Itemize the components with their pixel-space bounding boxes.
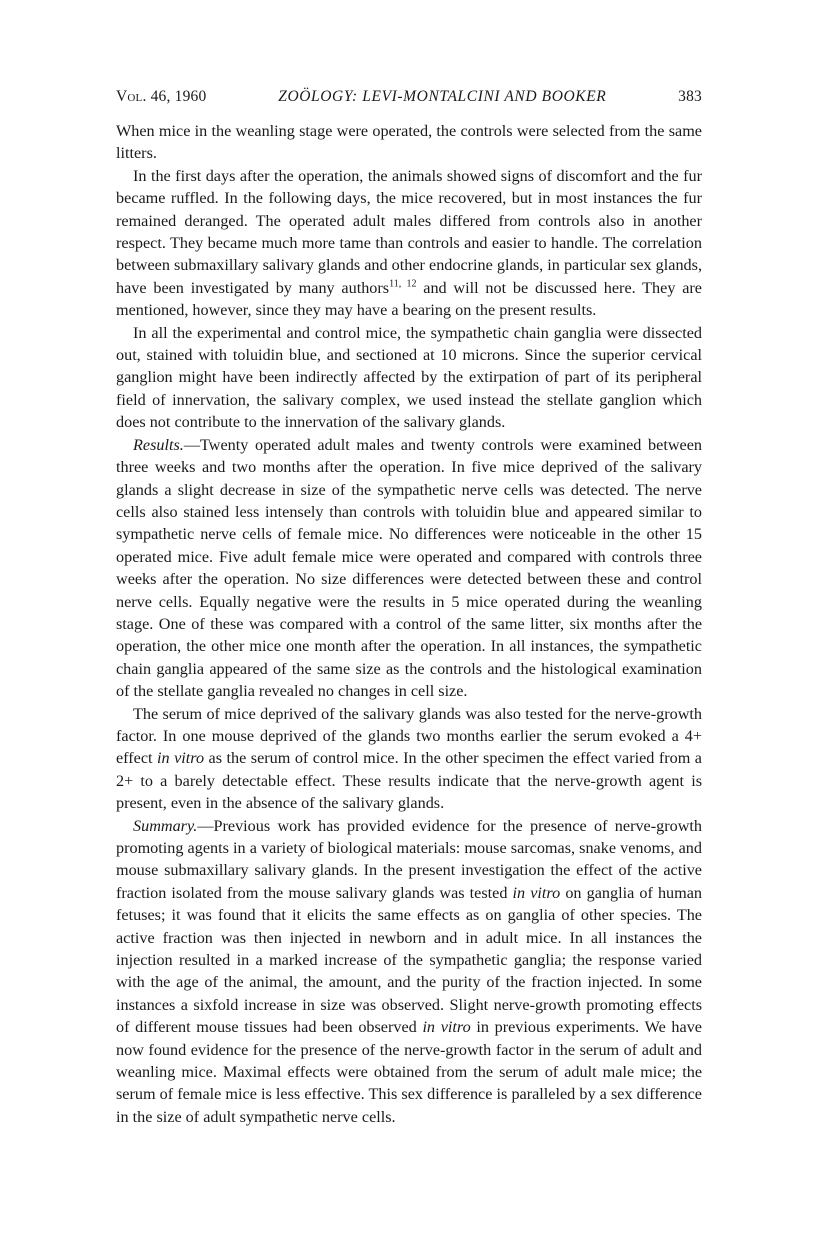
paragraph <box>116 815 702 1129</box>
paragraph-text: The serum of mice deprived of the salivary glands was also tested for the nerve-growth factor. In one mouse deprived of the glands two months earlier the serum evoked a 4+ effect <box>116 704 702 768</box>
italic-term: in vitro <box>157 749 205 768</box>
paragraph-text: When mice in the weanling stage were operated, the controls were selected from the same litters. <box>116 122 702 163</box>
section-run-in-heading: Summary. <box>133 816 198 835</box>
volume-label: Vol. 46, 1960 <box>116 88 207 105</box>
paragraph <box>116 434 702 703</box>
italic-term: in vitro <box>512 883 561 902</box>
paragraph-text: In the first days after the operation, the animals showed signs of discomfort and the fur became ruffled. In the following days, the mice recovered, but in most instances the fur remained deranged. The operated adult males differed from controls also in another respect. They became much more tame than controls and easier to handle. The correlation between submaxillary salivary glands and other endocrine glands, in particular sex glands, have been investigated by many authors <box>116 166 702 297</box>
paragraph <box>116 703 702 815</box>
paragraph <box>116 322 702 434</box>
citation-superscript: 11, 12 <box>389 278 417 290</box>
paragraph-text: —Twenty operated adult males and twenty controls were examined between three weeks and two months after the operation. In five mice deprived of the salivary glands a slight decrease in size of the sympathetic nerve cells was detected. The nerve cells also stained less intensely than controls with toluidin blue and appeared similar to sympathetic nerve cells of female mice. No differences were noticeable in the other 15 operated mice. Five adult female mice were operated and compared with controls three weeks after the operation. No size differences were detected between these and control nerve cells. Equally negative were the results in 5 mice operated during the weanling stage. One of these was compared with a control of the same litter, six months after the operation, the other mice one month after the operation. In all instances, the sympathetic chain ganglia appeared of the same size as the controls and the histological examination of the stellate ganglia revealed no changes in cell size. <box>116 435 702 701</box>
italic-term: in vitro <box>422 1018 471 1037</box>
article-body <box>116 120 702 1128</box>
paragraph <box>116 165 702 322</box>
running-title: ZOÖLOGY: LEVI-MONTALCINI AND BOOKER <box>278 88 607 105</box>
section-run-in-heading: Results. <box>133 435 184 454</box>
paragraph-text: and will not be discussed here. They are mentioned, however, since they may have a bearing on the present results. <box>116 278 702 320</box>
paragraph-text: as the serum of control mice. In the other specimen the effect varied from a 2+ to a barely detectable effect. These results indicate that the nerve-growth agent is present, even in the absence of the salivary glands. <box>116 749 702 813</box>
journal-page <box>116 88 702 1128</box>
paragraph <box>116 120 702 165</box>
paragraph-text: —Previous work has provided evidence for the presence of nerve-growth promoting agents in a variety of biological materials: mouse sarcomas, snake venoms, and mouse submaxillary salivary glands. In the present investigation the effect of the active fraction isolated from the mouse salivary glands was tested <box>116 816 702 902</box>
running-header <box>116 88 702 106</box>
paragraph-text: on ganglia of human fetuses; it was found that it elicits the same effects as on ganglia of other species. The active fraction was then injected in newborn and in adult mice. In all instances the injection resulted in a marked increase of the sympathetic ganglia; the response varied with the age of the animal, the amount, and the purity of the fraction injected. In some instances a sixfold increase in size was observed. Slight nerve-growth promoting effects of different mouse tissues had been observed <box>116 883 702 1037</box>
paragraph-text: In all the experimental and control mice, the sympathetic chain ganglia were dissected out, stained with toluidin blue, and sectioned at 10 microns. Since the superior cervical ganglion might have been indirectly affected by the extirpation of part of its peripheral field of innervation, the salivary complex, we used instead the stellate ganglion which does not contribute to the innervation of the salivary glands. <box>116 323 702 432</box>
paragraph-text: in previous experiments. We have now found evidence for the presence of the nerve-growth factor in the serum of adult and weanling mice. Maximal effects were obtained from the serum of adult male mice; the serum of female mice is less effective. This sex difference is paralleled by a sex difference in the size of adult sympathetic nerve cells. <box>116 1018 702 1126</box>
page-number: 383 <box>678 88 702 105</box>
